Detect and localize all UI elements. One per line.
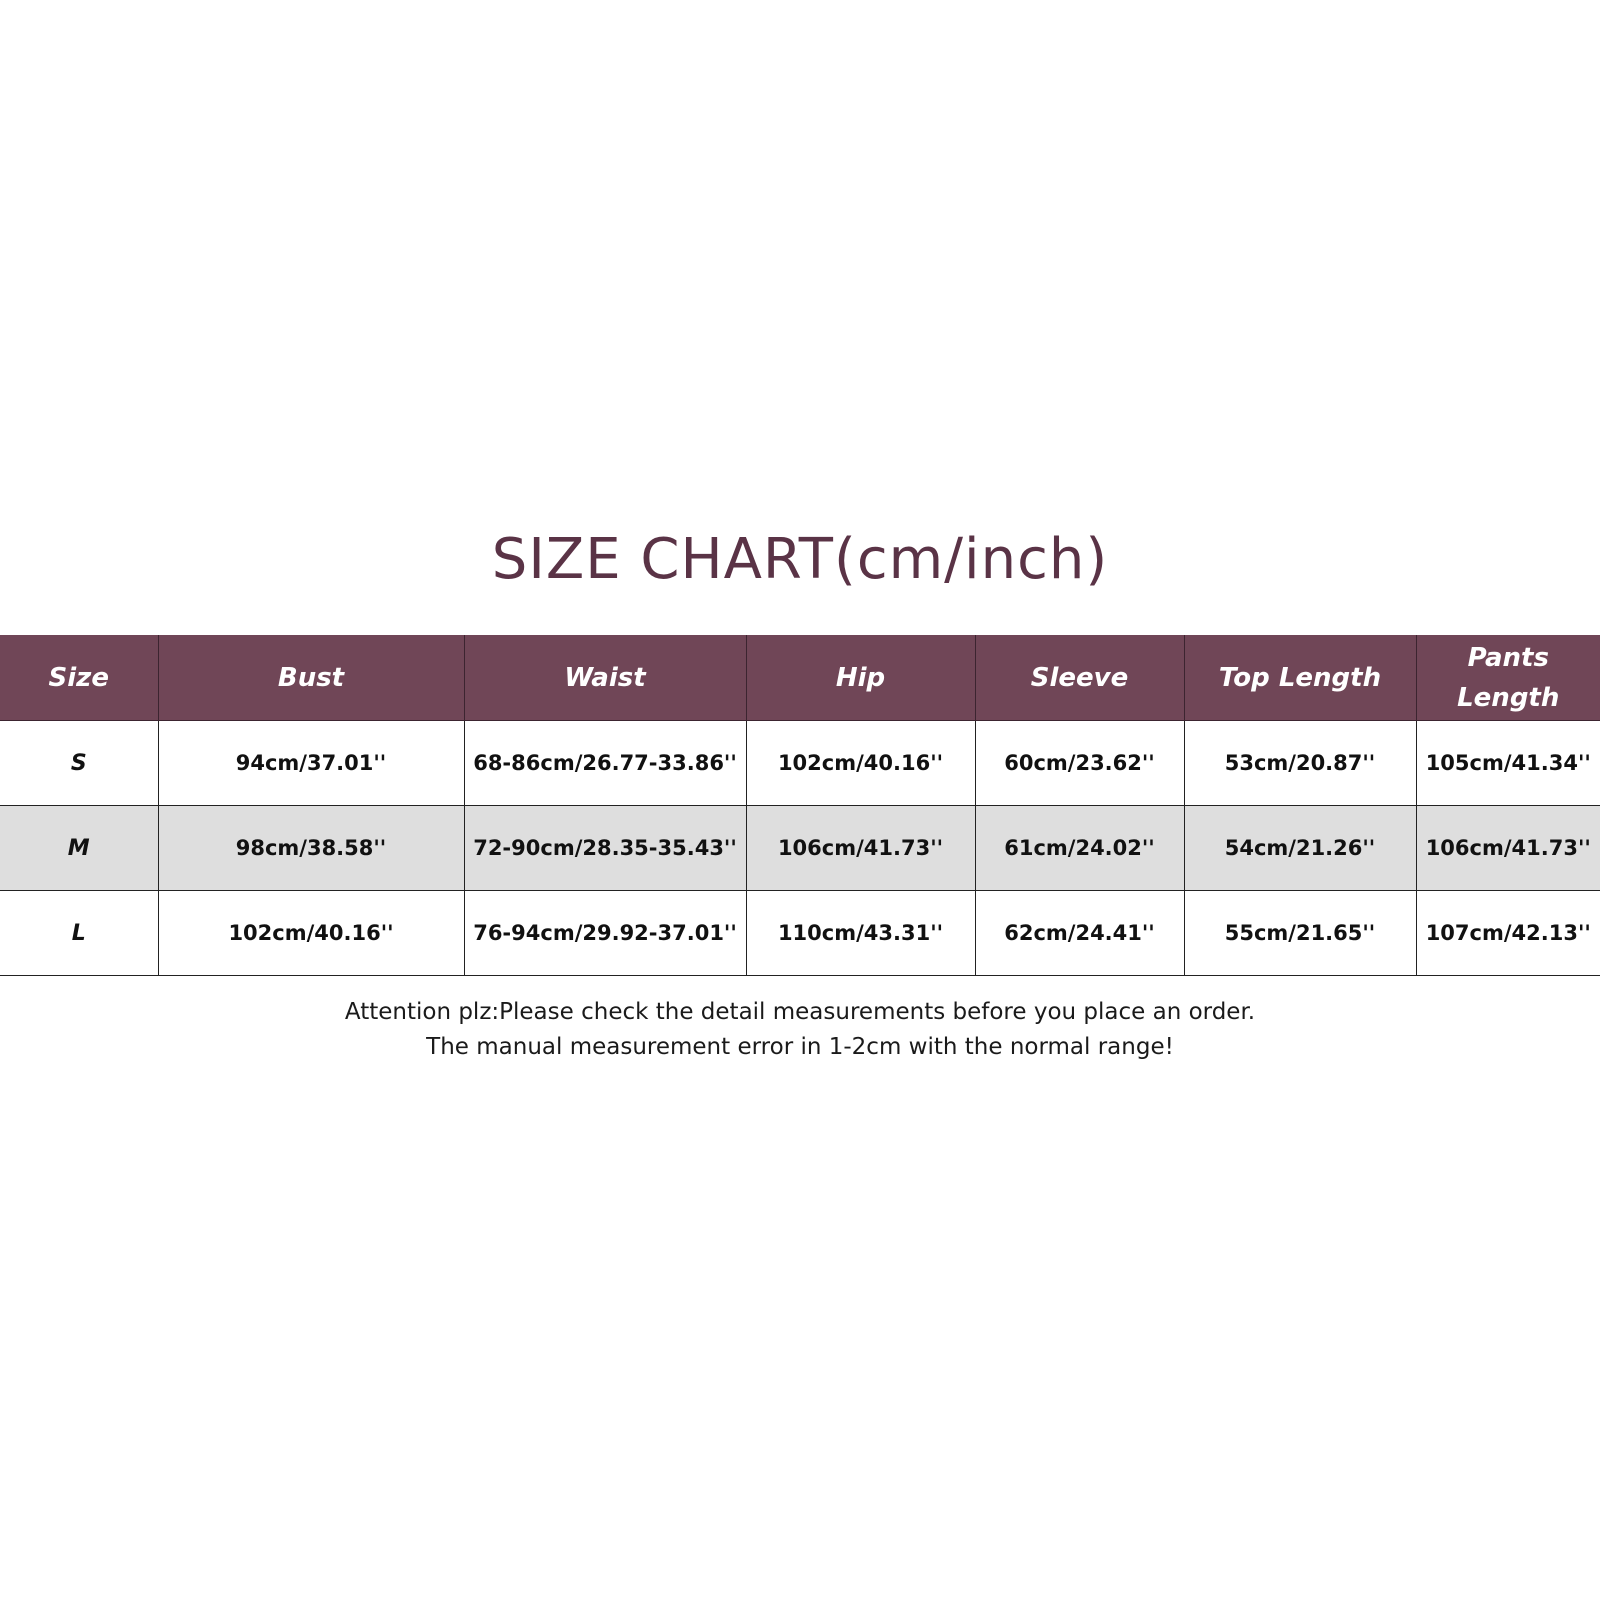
attention-note [0,995,1600,1065]
cell-bust: 98cm/38.58'' [158,806,464,891]
header-top-length: Top Length [1184,635,1416,721]
table-row [0,891,1600,976]
cell-top-length: 54cm/21.26'' [1184,806,1416,891]
cell-pants-length: 107cm/42.13'' [1416,891,1600,976]
size-chart-table [0,635,1600,976]
cell-hip: 102cm/40.16'' [746,721,975,806]
table-header-row [0,635,1600,721]
header-sleeve: Sleeve [975,635,1184,721]
page-title: SIZE CHART(cm/inch) [491,527,1109,592]
cell-sleeve: 61cm/24.02'' [975,806,1184,891]
cell-waist: 68-86cm/26.77-33.86'' [464,721,746,806]
cell-bust: 102cm/40.16'' [158,891,464,976]
cell-bust: 94cm/37.01'' [158,721,464,806]
cell-waist: 72-90cm/28.35-35.43'' [464,806,746,891]
cell-top-length: 55cm/21.65'' [1184,891,1416,976]
header-bust: Bust [158,635,464,721]
table-row [0,806,1600,891]
cell-sleeve: 60cm/23.62'' [975,721,1184,806]
cell-pants-length: 106cm/41.73'' [1416,806,1600,891]
cell-size: L [0,891,158,976]
header-size: Size [0,635,158,721]
cell-hip: 110cm/43.31'' [746,891,975,976]
cell-hip: 106cm/41.73'' [746,806,975,891]
cell-size: M [0,806,158,891]
cell-pants-length: 105cm/41.34'' [1416,721,1600,806]
attention-note-line2: The manual measurement error in 1-2cm with the normal range! [426,1034,1174,1060]
cell-waist: 76-94cm/29.92-37.01'' [464,891,746,976]
cell-top-length: 53cm/20.87'' [1184,721,1416,806]
cell-size: S [0,721,158,806]
attention-note-line1: Attention plz:Please check the detail measurements before you place an order. [344,999,1256,1025]
header-hip: Hip [746,635,975,721]
header-pants-length [1416,635,1600,721]
cell-sleeve: 62cm/24.41'' [975,891,1184,976]
table-row [0,721,1600,806]
header-waist: Waist [464,635,746,721]
header-pants-length-line2: Length [1457,682,1560,713]
header-pants-length-line1: Pants [1467,642,1549,673]
